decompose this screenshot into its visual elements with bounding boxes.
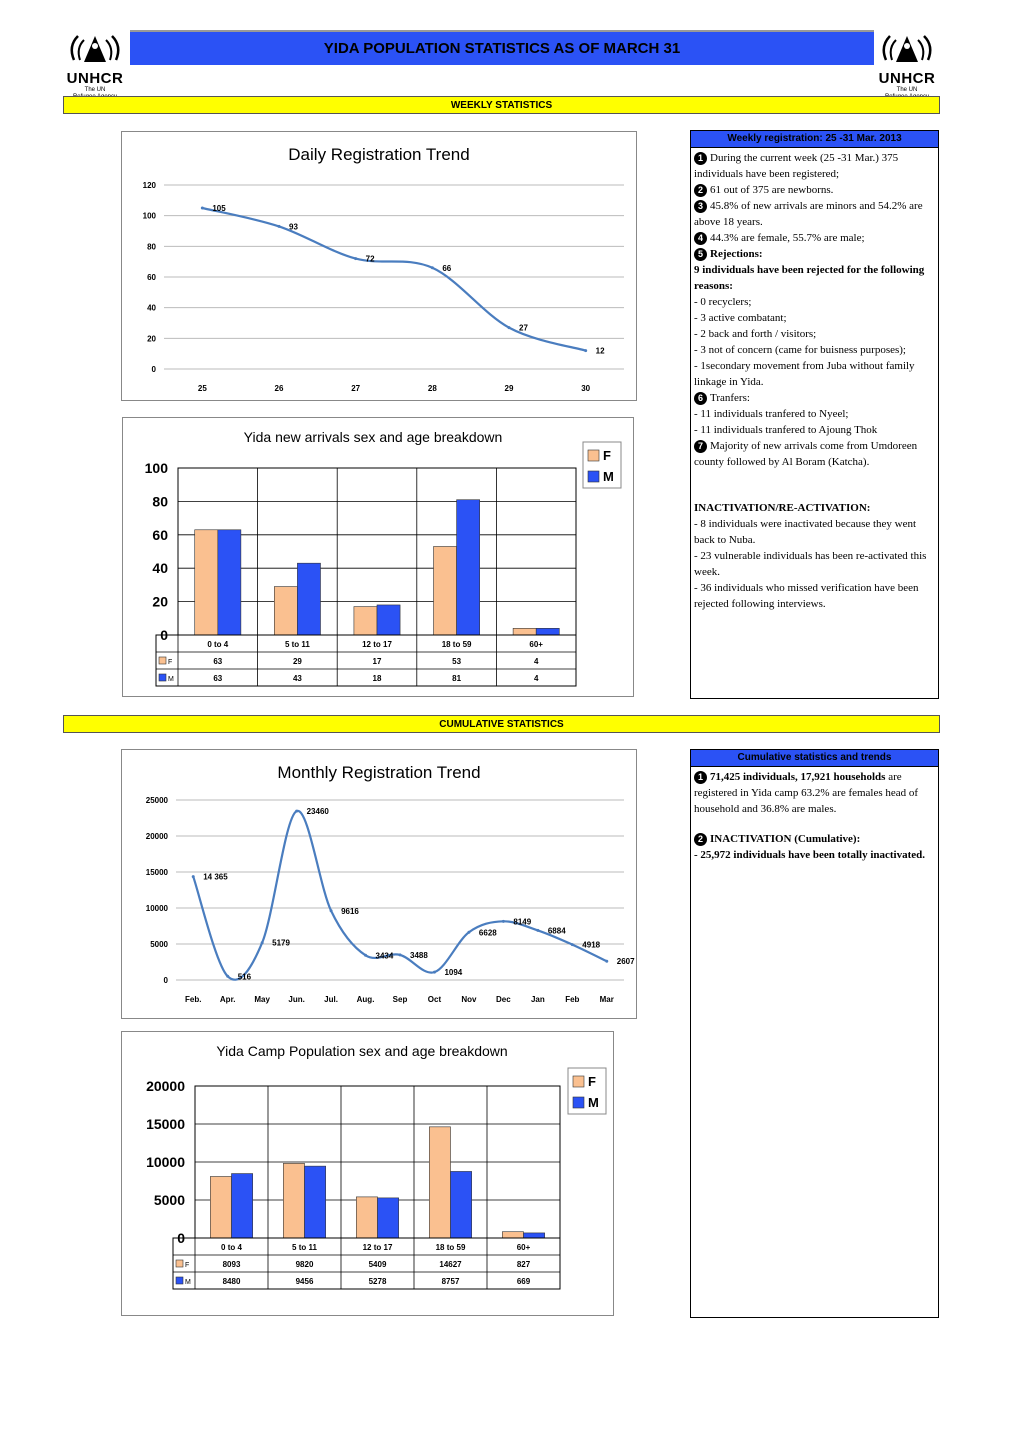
data-point: [278, 225, 281, 228]
y-tick-label: 20000: [145, 832, 168, 841]
data-point: [508, 326, 511, 329]
data-label: 27: [519, 323, 528, 333]
bar-F: [283, 1163, 304, 1238]
x-tick-label: 25: [197, 384, 207, 393]
table-value: 43: [292, 674, 302, 683]
inactivation-line: - 36 individuals who missed verification have been rejected following interviews.: [694, 582, 919, 610]
rejection-lead: 9 individuals have been rejected for the following reasons:: [694, 264, 925, 292]
data-label: 12: [595, 346, 605, 356]
cumulative-info-body: [691, 767, 938, 865]
legend-swatch: [588, 471, 599, 482]
y-tick-label: 20000: [146, 1078, 185, 1094]
data-label: 93: [289, 222, 298, 232]
x-tick-label: Feb.: [185, 995, 202, 1004]
category-label: 12 to 17: [362, 640, 392, 649]
weekly-breakdown-chart: [123, 418, 633, 696]
table-legend-swatch: [176, 1277, 183, 1284]
table-legend-swatch: [159, 657, 166, 664]
bar-F: [195, 530, 218, 635]
table-value: 5278: [368, 1277, 387, 1286]
x-tick-label: May: [254, 995, 270, 1004]
table-value: 63: [213, 674, 223, 683]
x-tick-label: Aug.: [356, 995, 375, 1004]
data-point: [467, 931, 470, 934]
y-tick-label: 40: [152, 560, 168, 577]
table-value: 4: [533, 657, 539, 666]
y-tick-label: 25000: [145, 796, 168, 805]
rejection-line: - 3 not of concern (came for buisness purposes);: [694, 344, 906, 356]
y-tick-label: 100: [144, 460, 168, 476]
transfer-line: - 11 individuals tranfered to Ajoung Thok: [694, 424, 878, 436]
data-point: [295, 810, 298, 813]
table-value: 29: [292, 657, 302, 666]
rejection-line: - 3 active combatant;: [694, 312, 787, 324]
data-point: [354, 257, 357, 260]
cumulative-item: 1 71,425 individuals, 17,921 households are registered in Yida camp 63.2% are females head of household and 36.8% are males.: [694, 771, 919, 815]
bar-M: [305, 1166, 326, 1238]
bar-F: [274, 587, 297, 635]
data-label: 3488: [410, 950, 428, 960]
table-legend-swatch: [176, 1260, 183, 1267]
x-tick-label: Oct: [427, 995, 442, 1004]
bar-F: [356, 1197, 377, 1238]
bar-M: [451, 1171, 472, 1238]
category-label: 60+: [516, 1243, 531, 1252]
table-value: 8093: [222, 1260, 241, 1269]
bar-M: [536, 628, 559, 635]
camp-breakdown-chart: [122, 1032, 613, 1315]
y-tick-label: 80: [147, 242, 156, 252]
inactivation-line: - 23 vulnerable individuals has been re-activated this week.: [694, 550, 927, 578]
table-value: 53: [452, 657, 462, 666]
data-label: 66: [442, 263, 452, 273]
weekly-item: 4 44.3% are female, 55.7% are male;: [694, 230, 935, 246]
table-legend-swatch: [159, 674, 166, 681]
unhcr-logo-right: [872, 30, 942, 102]
bar-F: [513, 628, 536, 635]
y-tick-label: 10000: [145, 904, 168, 913]
data-point: [330, 909, 333, 912]
data-point: [399, 953, 402, 956]
x-tick-label: Apr.: [219, 995, 236, 1004]
category-label: 60+: [529, 640, 543, 649]
inactivation-line: - 8 individuals were inactivated because they went back to Nuba.: [694, 518, 917, 546]
weekly-breakdown-panel: [122, 417, 634, 697]
data-label: 3434: [375, 951, 394, 961]
bar-F: [210, 1176, 231, 1238]
category-label: 18 to 59: [441, 640, 472, 649]
weekly-section-bar: WEEKLY STATISTICS: [63, 96, 940, 114]
data-label: 516: [237, 972, 252, 982]
y-tick-label: 40: [147, 303, 156, 313]
weekly-info-panel: [690, 130, 939, 699]
data-label: 8149: [513, 917, 532, 927]
data-label: 6884: [547, 926, 566, 936]
daily-chart-panel: [121, 131, 637, 401]
category-label: 5 to 11: [292, 1243, 317, 1252]
weekly-item: 2 61 out of 375 are newborns.: [694, 182, 935, 198]
data-label: 14 365: [203, 872, 228, 882]
monthly-registration-chart: [122, 750, 636, 1018]
inactivation-title: INACTIVATION/RE-ACTIVATION:: [694, 502, 871, 514]
table-value: 827: [516, 1260, 531, 1269]
chart-title: Daily Registration Trend: [288, 145, 470, 164]
bar-M: [218, 530, 241, 635]
data-label: 6628: [478, 928, 497, 938]
bar-M: [524, 1233, 545, 1238]
cumulative-info-panel: [690, 749, 939, 1318]
rejection-line: - 1secondary movement from Juba without family linkage in Yida.: [694, 360, 915, 388]
legend-swatch: [573, 1076, 584, 1087]
bar-M: [297, 563, 320, 635]
table-value: 14627: [439, 1260, 462, 1269]
data-point: [192, 875, 195, 878]
weekly-info-body: [691, 148, 938, 614]
weekly-info-title: Weekly registration: 25 -31 Mar. 2013: [691, 131, 938, 148]
bar-F: [429, 1127, 450, 1238]
x-tick-label: 29: [504, 384, 514, 393]
category-label: 0 to 4: [221, 1243, 242, 1252]
data-label: 72: [365, 254, 375, 264]
legend-label: M: [603, 469, 614, 484]
bar-F: [354, 607, 377, 635]
table-value: 9456: [295, 1277, 314, 1286]
unhcr-logo-left: [60, 30, 130, 102]
data-label: 9616: [341, 906, 359, 916]
data-label: 2607: [616, 957, 635, 967]
x-tick-label: Jan: [530, 995, 545, 1004]
logo-name: UNHCR: [878, 70, 936, 87]
cumulative-item: 2 INACTIVATION (Cumulative):: [694, 831, 935, 847]
data-point: [502, 920, 505, 923]
weekly-item: 6 Tranfers:: [694, 390, 935, 406]
table-value: 8757: [441, 1277, 460, 1286]
rejection-line: - 0 recyclers;: [694, 296, 752, 308]
weekly-item: 5 Rejections:: [694, 246, 935, 262]
data-point: [536, 929, 539, 932]
x-tick-label: 28: [427, 384, 437, 393]
y-tick-label: 80: [152, 493, 168, 510]
data-point: [571, 943, 574, 946]
x-tick-label: Nov: [461, 995, 477, 1004]
bar-F: [502, 1232, 523, 1238]
data-point: [364, 954, 367, 957]
y-tick-label: 60: [147, 273, 156, 282]
bar-F: [434, 546, 457, 635]
y-tick-label: 120: [142, 181, 156, 190]
bar-M: [232, 1174, 253, 1238]
y-tick-label: 5000: [150, 940, 168, 949]
table-value: 81: [452, 674, 462, 683]
table-series-label: F: [185, 1262, 190, 1269]
data-point: [433, 971, 436, 974]
y-tick-label: 0: [177, 1230, 185, 1246]
chart-title: Yida Camp Population sex and age breakdown: [216, 1043, 508, 1059]
weekly-item: 7 Majority of new arrivals come from Umdoreen county followed by Al Boram (Katcha).: [694, 440, 918, 468]
category-label: 0 to 4: [207, 640, 229, 649]
legend-swatch: [573, 1097, 584, 1108]
x-tick-label: Sep: [392, 995, 408, 1004]
unhcr-emblem-icon: [878, 30, 936, 66]
legend-label: F: [588, 1074, 596, 1089]
unhcr-emblem-icon: [66, 30, 124, 66]
bar-M: [377, 605, 400, 635]
table-series-label: M: [168, 676, 174, 683]
x-tick-label: Mar: [599, 995, 614, 1004]
y-tick-label: 100: [142, 211, 156, 221]
data-point: [584, 349, 587, 352]
data-label: 4918: [582, 940, 601, 950]
y-tick-label: 60: [152, 526, 168, 543]
data-point: [201, 207, 204, 210]
table-series-label: F: [168, 659, 173, 666]
data-point: [226, 975, 229, 978]
chart-title: Yida new arrivals sex and age breakdown: [243, 429, 503, 445]
y-tick-label: 15000: [145, 868, 168, 877]
category-label: 5 to 11: [284, 640, 310, 649]
daily-registration-chart: [122, 132, 636, 400]
data-label: 105: [212, 204, 226, 213]
weekly-item: 3 45.8% of new arrivals are minors and 54.2% are above 18 years.: [694, 200, 923, 228]
x-tick-label: Dec: [496, 995, 511, 1004]
data-label: 23460: [306, 807, 329, 817]
table-value: 4: [533, 674, 539, 683]
page-title: YIDA POPULATION STATISTICS AS OF MARCH 31: [130, 30, 874, 65]
y-tick-label: 0: [151, 365, 156, 374]
camp-breakdown-panel: [121, 1031, 614, 1316]
monthly-chart-panel: [121, 749, 637, 1019]
chart-title: Monthly Registration Trend: [277, 763, 481, 782]
x-tick-label: 30: [581, 384, 591, 393]
x-tick-label: 26: [274, 384, 284, 393]
table-value: 8480: [222, 1277, 241, 1286]
x-tick-label: Jun.: [288, 995, 305, 1004]
x-tick-label: Jul.: [324, 995, 338, 1004]
table-value: 63: [213, 657, 223, 666]
table-value: 669: [516, 1277, 531, 1286]
table-series-label: M: [185, 1279, 191, 1286]
data-point: [605, 960, 608, 963]
bar-M: [378, 1198, 399, 1238]
weekly-item: 1 During the current week (25 -31 Mar.) 375 individuals have been registered;: [694, 152, 899, 180]
data-label: 5179: [272, 938, 290, 948]
table-value: 9820: [295, 1260, 314, 1269]
x-tick-label: Feb: [565, 995, 580, 1004]
cumulative-section-bar: CUMULATIVE STATISTICS: [63, 715, 940, 733]
y-tick-label: 10000: [146, 1154, 185, 1170]
y-tick-label: 5000: [153, 1192, 185, 1208]
logo-sub: The UN: [896, 87, 918, 93]
data-label: 1094: [444, 968, 463, 978]
y-tick-label: 0: [160, 627, 168, 643]
data-point: [261, 941, 264, 944]
data-point: [431, 266, 434, 269]
y-tick-label: 0: [163, 976, 168, 985]
category-label: 12 to 17: [362, 1243, 393, 1252]
cumulative-info-title: Cumulative statistics and trends: [691, 750, 938, 767]
transfer-line: - 11 individuals tranfered to Nyeel;: [694, 408, 849, 420]
table-value: 18: [372, 674, 382, 683]
logo-sub: The UN: [84, 87, 106, 93]
series-line: [202, 208, 585, 351]
bar-M: [457, 500, 480, 635]
logo-name: UNHCR: [66, 70, 124, 87]
rejection-line: - 2 back and forth / visitors;: [694, 328, 817, 340]
y-tick-label: 20: [152, 593, 168, 610]
table-value: 5409: [368, 1260, 387, 1269]
category-label: 18 to 59: [435, 1243, 466, 1252]
cumulative-inactivation-line: - 25,972 individuals have been totally inactivated.: [694, 849, 926, 861]
y-tick-label: 15000: [146, 1116, 185, 1132]
legend-label: M: [588, 1095, 599, 1110]
x-tick-label: 27: [351, 384, 361, 393]
legend-swatch: [588, 450, 599, 461]
table-value: 17: [372, 657, 382, 666]
y-tick-label: 20: [147, 334, 156, 344]
legend-label: F: [603, 448, 611, 463]
